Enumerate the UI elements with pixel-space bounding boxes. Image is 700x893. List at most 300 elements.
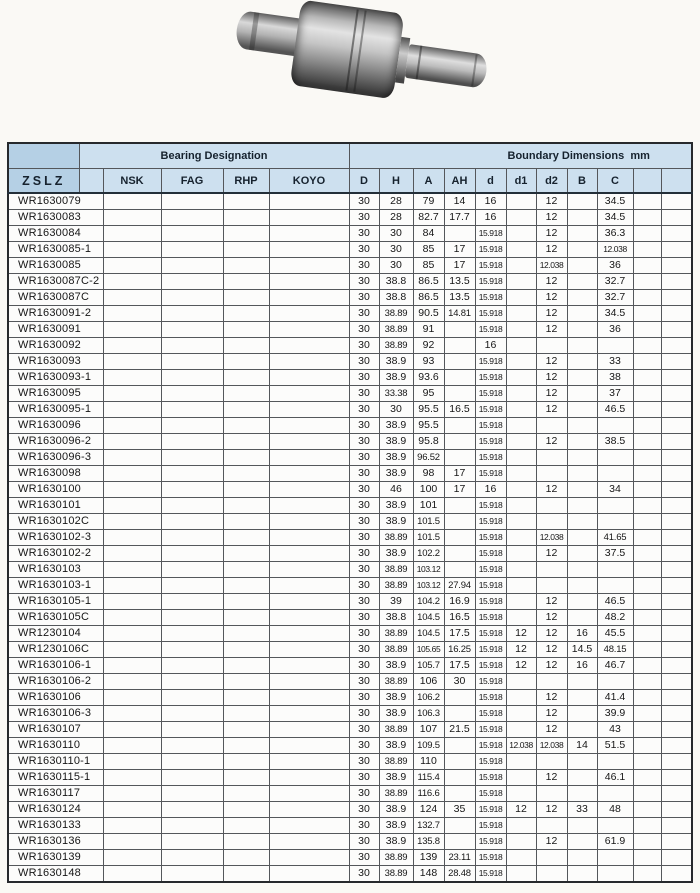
empty-cell-1 (633, 193, 661, 210)
fag-cell (161, 370, 223, 386)
dim-D-cell: 30 (349, 802, 379, 818)
empty-cell-2 (661, 193, 692, 210)
rhp-cell (223, 242, 269, 258)
fag-cell (161, 626, 223, 642)
empty-cell-1 (633, 514, 661, 530)
fag-cell (161, 754, 223, 770)
empty-cell-2 (661, 530, 692, 546)
dim-C-cell: 32.7 (597, 274, 633, 290)
part-number-cell: WR1630096 (8, 418, 103, 434)
dim-A-cell: 106 (413, 674, 444, 690)
dim-d1-cell (506, 850, 536, 866)
dim-H-cell: 38.89 (379, 322, 413, 338)
part-number-cell: WR1630103 (8, 562, 103, 578)
table-row (8, 418, 692, 434)
nsk-cell (103, 674, 161, 690)
empty-cell-2 (661, 418, 692, 434)
dim-H-cell: 38.89 (379, 626, 413, 642)
dim-AH-cell (444, 786, 475, 802)
dim-d2-cell: 12 (536, 370, 567, 386)
dim-AH-cell (444, 354, 475, 370)
dim-d-cell: 15.918 (475, 738, 506, 754)
empty-cell-2 (661, 546, 692, 562)
empty-cell-2 (661, 498, 692, 514)
empty-cell-2 (661, 514, 692, 530)
dim-AH-cell (444, 738, 475, 754)
water-pump-bearing-photo (222, 0, 494, 116)
dim-d-cell: 15.918 (475, 722, 506, 738)
dim-C-cell (597, 498, 633, 514)
dim-d-cell: 15.918 (475, 834, 506, 850)
dim-d-cell: 15.918 (475, 818, 506, 834)
part-number-cell: WR1630095-1 (8, 402, 103, 418)
rhp-cell (223, 434, 269, 450)
empty-cell-1 (633, 546, 661, 562)
rhp-cell (223, 530, 269, 546)
dim-H-cell: 38.9 (379, 498, 413, 514)
empty-cell-2 (661, 306, 692, 322)
dim-H-cell: 30 (379, 258, 413, 274)
dim-d1-cell (506, 594, 536, 610)
dim-d2-cell (536, 866, 567, 883)
dim-B-cell: 16 (567, 658, 597, 674)
koyo-cell (269, 498, 349, 514)
part-number-cell: WR1630105-1 (8, 594, 103, 610)
dim-D-cell: 30 (349, 306, 379, 322)
dim-d2-cell: 12 (536, 354, 567, 370)
empty-cell-1 (633, 594, 661, 610)
empty-cell-1 (633, 466, 661, 482)
fag-cell (161, 498, 223, 514)
dim-A-cell: 86.5 (413, 274, 444, 290)
dim-A-cell: 105.7 (413, 658, 444, 674)
empty-cell-1 (633, 818, 661, 834)
fag-cell (161, 226, 223, 242)
empty-cell-1 (633, 322, 661, 338)
dim-C-cell (597, 450, 633, 466)
dim-d1-cell (506, 274, 536, 290)
dim-d2-cell: 12 (536, 594, 567, 610)
dim-H-cell: 38.9 (379, 370, 413, 386)
table-row (8, 274, 692, 290)
empty-cell-1 (633, 674, 661, 690)
dim-A-cell: 86.5 (413, 290, 444, 306)
column-header-fag: FAG (161, 169, 223, 194)
dim-A-cell: 109.5 (413, 738, 444, 754)
dim-AH-cell (444, 498, 475, 514)
table-row (8, 450, 692, 466)
dim-H-cell: 38.9 (379, 658, 413, 674)
dim-AH-cell: 13.5 (444, 274, 475, 290)
table-row (8, 706, 692, 722)
dim-d-cell: 15.918 (475, 562, 506, 578)
rhp-cell (223, 818, 269, 834)
dim-H-cell: 38.89 (379, 786, 413, 802)
dim-H-cell: 39 (379, 594, 413, 610)
dim-d2-cell: 12 (536, 626, 567, 642)
koyo-cell (269, 866, 349, 883)
header-extra-cell-2 (661, 169, 692, 194)
koyo-cell (269, 738, 349, 754)
dim-d1-cell: 12 (506, 658, 536, 674)
table-row (8, 193, 692, 210)
dim-d2-cell: 12 (536, 482, 567, 498)
part-number-cell: WR1630084 (8, 226, 103, 242)
dim-d2-cell: 12 (536, 290, 567, 306)
dim-D-cell: 30 (349, 210, 379, 226)
koyo-cell (269, 306, 349, 322)
dim-AH-cell (444, 546, 475, 562)
empty-cell-1 (633, 802, 661, 818)
empty-cell-1 (633, 706, 661, 722)
rhp-cell (223, 802, 269, 818)
part-number-cell: WR1630106-3 (8, 706, 103, 722)
dim-d2-cell: 12 (536, 658, 567, 674)
dim-D-cell: 30 (349, 498, 379, 514)
dim-H-cell: 38.9 (379, 770, 413, 786)
dim-D-cell: 30 (349, 450, 379, 466)
dim-d2-cell: 12 (536, 610, 567, 626)
fag-cell (161, 690, 223, 706)
dim-C-cell: 33 (597, 354, 633, 370)
fag-cell (161, 562, 223, 578)
dim-d-cell: 15.918 (475, 690, 506, 706)
fag-cell (161, 530, 223, 546)
dim-A-cell: 98 (413, 466, 444, 482)
fag-cell (161, 850, 223, 866)
dim-AH-cell: 17 (444, 242, 475, 258)
koyo-cell (269, 786, 349, 802)
dim-d2-cell: 12 (536, 242, 567, 258)
table-row (8, 210, 692, 226)
rhp-cell (223, 274, 269, 290)
dim-AH-cell (444, 770, 475, 786)
dim-D-cell: 30 (349, 850, 379, 866)
dim-D-cell: 30 (349, 386, 379, 402)
empty-cell-2 (661, 274, 692, 290)
dim-d1-cell (506, 466, 536, 482)
fag-cell (161, 482, 223, 498)
dim-AH-cell: 14.81 (444, 306, 475, 322)
rhp-cell (223, 338, 269, 354)
dim-d-cell: 15.918 (475, 450, 506, 466)
dim-B-cell (567, 834, 597, 850)
fag-cell (161, 193, 223, 210)
empty-cell-2 (661, 354, 692, 370)
nsk-cell (103, 562, 161, 578)
dim-d-cell: 15.918 (475, 386, 506, 402)
dim-d-cell: 15.918 (475, 290, 506, 306)
dim-C-cell (597, 818, 633, 834)
dim-d1-cell (506, 866, 536, 883)
dim-C-cell: 43 (597, 722, 633, 738)
dim-AH-cell: 17 (444, 258, 475, 274)
dim-A-cell: 84 (413, 226, 444, 242)
dim-A-cell: 95.5 (413, 402, 444, 418)
dim-D-cell: 30 (349, 546, 379, 562)
dim-AH-cell (444, 690, 475, 706)
dim-C-cell: 48 (597, 802, 633, 818)
part-number-cell: WR1630091 (8, 322, 103, 338)
dim-H-cell: 30 (379, 242, 413, 258)
rhp-cell (223, 578, 269, 594)
empty-cell-2 (661, 258, 692, 274)
rhp-cell (223, 834, 269, 850)
nsk-cell (103, 466, 161, 482)
dim-d2-cell (536, 514, 567, 530)
dim-A-cell: 104.2 (413, 594, 444, 610)
dim-A-cell: 85 (413, 242, 444, 258)
part-number-cell: WR1630100 (8, 482, 103, 498)
dim-AH-cell (444, 706, 475, 722)
fag-cell (161, 642, 223, 658)
dim-d-cell: 15.918 (475, 802, 506, 818)
koyo-cell (269, 594, 349, 610)
rhp-cell (223, 450, 269, 466)
empty-cell-1 (633, 850, 661, 866)
dim-H-cell: 38.9 (379, 354, 413, 370)
rhp-cell (223, 738, 269, 754)
dim-A-cell: 93.6 (413, 370, 444, 386)
column-header-A: A (413, 169, 444, 194)
rhp-cell (223, 658, 269, 674)
column-header-d1: d1 (506, 169, 536, 194)
dim-d-cell: 15.918 (475, 354, 506, 370)
empty-cell-1 (633, 306, 661, 322)
dim-d2-cell: 12 (536, 306, 567, 322)
dim-C-cell (597, 466, 633, 482)
rhp-cell (223, 706, 269, 722)
table-row (8, 322, 692, 338)
rhp-cell (223, 258, 269, 274)
dim-D-cell: 30 (349, 434, 379, 450)
dim-B-cell (567, 482, 597, 498)
dim-d2-cell (536, 850, 567, 866)
empty-cell-2 (661, 402, 692, 418)
dim-d-cell: 15.918 (475, 866, 506, 883)
empty-cell-2 (661, 674, 692, 690)
dim-B-cell: 14.5 (567, 642, 597, 658)
dim-AH-cell (444, 418, 475, 434)
empty-cell-2 (661, 850, 692, 866)
dim-AH-cell: 17 (444, 466, 475, 482)
fag-cell (161, 418, 223, 434)
dim-d1-cell (506, 322, 536, 338)
koyo-cell (269, 338, 349, 354)
empty-cell-1 (633, 258, 661, 274)
empty-cell-2 (661, 786, 692, 802)
empty-cell-2 (661, 690, 692, 706)
rhp-cell (223, 690, 269, 706)
dim-B-cell (567, 306, 597, 322)
dim-d2-cell: 12.038 (536, 258, 567, 274)
dim-d1-cell (506, 418, 536, 434)
koyo-cell (269, 482, 349, 498)
dim-d2-cell (536, 418, 567, 434)
dim-d2-cell (536, 818, 567, 834)
koyo-cell (269, 546, 349, 562)
dim-A-cell: 132.7 (413, 818, 444, 834)
dim-d2-cell: 12 (536, 802, 567, 818)
dim-A-cell: 101.5 (413, 530, 444, 546)
dim-d1-cell: 12 (506, 626, 536, 642)
dim-H-cell: 38.9 (379, 546, 413, 562)
dim-d2-cell (536, 450, 567, 466)
dim-H-cell: 38.89 (379, 642, 413, 658)
empty-cell-2 (661, 290, 692, 306)
dim-H-cell: 38.9 (379, 418, 413, 434)
table-row (8, 754, 692, 770)
fag-cell (161, 594, 223, 610)
empty-cell-2 (661, 706, 692, 722)
koyo-cell (269, 578, 349, 594)
dim-D-cell: 30 (349, 834, 379, 850)
fag-cell (161, 610, 223, 626)
dim-A-cell: 79 (413, 193, 444, 210)
dim-d2-cell: 12.038 (536, 530, 567, 546)
dim-D-cell: 30 (349, 370, 379, 386)
dim-H-cell: 38.89 (379, 674, 413, 690)
dim-d2-cell: 12 (536, 386, 567, 402)
empty-cell-1 (633, 434, 661, 450)
dim-D-cell: 30 (349, 258, 379, 274)
fag-cell (161, 546, 223, 562)
dim-A-cell: 148 (413, 866, 444, 883)
part-number-cell: WR1630103-1 (8, 578, 103, 594)
dim-AH-cell (444, 322, 475, 338)
part-number-cell: WR1630139 (8, 850, 103, 866)
nsk-cell (103, 706, 161, 722)
dim-d-cell: 15.918 (475, 658, 506, 674)
dim-d1-cell (506, 482, 536, 498)
dim-B-cell (567, 193, 597, 210)
dim-C-cell: 46.1 (597, 770, 633, 786)
dim-d-cell: 15.918 (475, 322, 506, 338)
nsk-cell (103, 370, 161, 386)
column-header-koyo: KOYO (269, 169, 349, 194)
dim-d1-cell (506, 514, 536, 530)
empty-cell-2 (661, 338, 692, 354)
dim-D-cell: 30 (349, 706, 379, 722)
empty-cell-2 (661, 226, 692, 242)
empty-cell-1 (633, 418, 661, 434)
part-number-cell: WR1630136 (8, 834, 103, 850)
dim-AH-cell: 16.25 (444, 642, 475, 658)
empty-cell-2 (661, 578, 692, 594)
part-number-cell: WR1630085 (8, 258, 103, 274)
table-row (8, 434, 692, 450)
nsk-cell (103, 850, 161, 866)
dim-d2-cell: 12 (536, 546, 567, 562)
dim-B-cell (567, 498, 597, 514)
rhp-cell (223, 193, 269, 210)
nsk-cell (103, 818, 161, 834)
rhp-cell (223, 466, 269, 482)
nsk-cell (103, 626, 161, 642)
dim-A-cell: 115.4 (413, 770, 444, 786)
dim-B-cell (567, 610, 597, 626)
nsk-cell (103, 482, 161, 498)
dim-D-cell: 30 (349, 322, 379, 338)
dim-d2-cell: 12 (536, 706, 567, 722)
dim-B-cell (567, 866, 597, 883)
table-row (8, 786, 692, 802)
nsk-cell (103, 338, 161, 354)
dim-D-cell: 30 (349, 482, 379, 498)
empty-cell-1 (633, 578, 661, 594)
dim-d1-cell (506, 434, 536, 450)
dim-AH-cell (444, 754, 475, 770)
dim-H-cell: 38.89 (379, 306, 413, 322)
fag-cell (161, 802, 223, 818)
dim-C-cell: 41.65 (597, 530, 633, 546)
dim-B-cell (567, 674, 597, 690)
dim-B-cell (567, 290, 597, 306)
dim-d-cell: 15.918 (475, 498, 506, 514)
dim-A-cell: 107 (413, 722, 444, 738)
nsk-cell (103, 578, 161, 594)
part-number-cell: WR1630083 (8, 210, 103, 226)
dim-AH-cell: 13.5 (444, 290, 475, 306)
dim-B-cell: 14 (567, 738, 597, 754)
header-column-row (8, 169, 692, 194)
dim-H-cell: 38.89 (379, 754, 413, 770)
dim-d1-cell: 12 (506, 642, 536, 658)
dim-B-cell (567, 418, 597, 434)
koyo-cell (269, 193, 349, 210)
table-row (8, 642, 692, 658)
part-number-cell: WR1630106-2 (8, 674, 103, 690)
dim-B-cell (567, 690, 597, 706)
rhp-cell (223, 786, 269, 802)
dim-H-cell: 38.89 (379, 866, 413, 883)
table-row (8, 802, 692, 818)
rhp-cell (223, 642, 269, 658)
koyo-cell (269, 610, 349, 626)
dim-D-cell: 30 (349, 274, 379, 290)
part-number-cell: WR1630091-2 (8, 306, 103, 322)
dim-C-cell: 36.3 (597, 226, 633, 242)
koyo-cell (269, 242, 349, 258)
dim-d2-cell (536, 674, 567, 690)
dim-H-cell: 38.9 (379, 818, 413, 834)
empty-cell-2 (661, 386, 692, 402)
koyo-cell (269, 274, 349, 290)
rhp-cell (223, 386, 269, 402)
dim-d1-cell (506, 386, 536, 402)
rhp-cell (223, 610, 269, 626)
dim-AH-cell (444, 338, 475, 354)
part-number-cell: WR1630096-2 (8, 434, 103, 450)
dim-d1-cell (506, 818, 536, 834)
dim-H-cell: 28 (379, 193, 413, 210)
dim-C-cell: 48.2 (597, 610, 633, 626)
empty-cell-2 (661, 834, 692, 850)
table-row (8, 338, 692, 354)
dim-H-cell: 33.38 (379, 386, 413, 402)
dim-B-cell (567, 226, 597, 242)
dim-D-cell: 30 (349, 722, 379, 738)
dim-B-cell (567, 370, 597, 386)
dim-d2-cell (536, 562, 567, 578)
dim-B-cell (567, 770, 597, 786)
koyo-cell (269, 514, 349, 530)
nsk-cell (103, 722, 161, 738)
dim-d1-cell (506, 546, 536, 562)
empty-cell-1 (633, 530, 661, 546)
table-row (8, 658, 692, 674)
table-row (8, 626, 692, 642)
